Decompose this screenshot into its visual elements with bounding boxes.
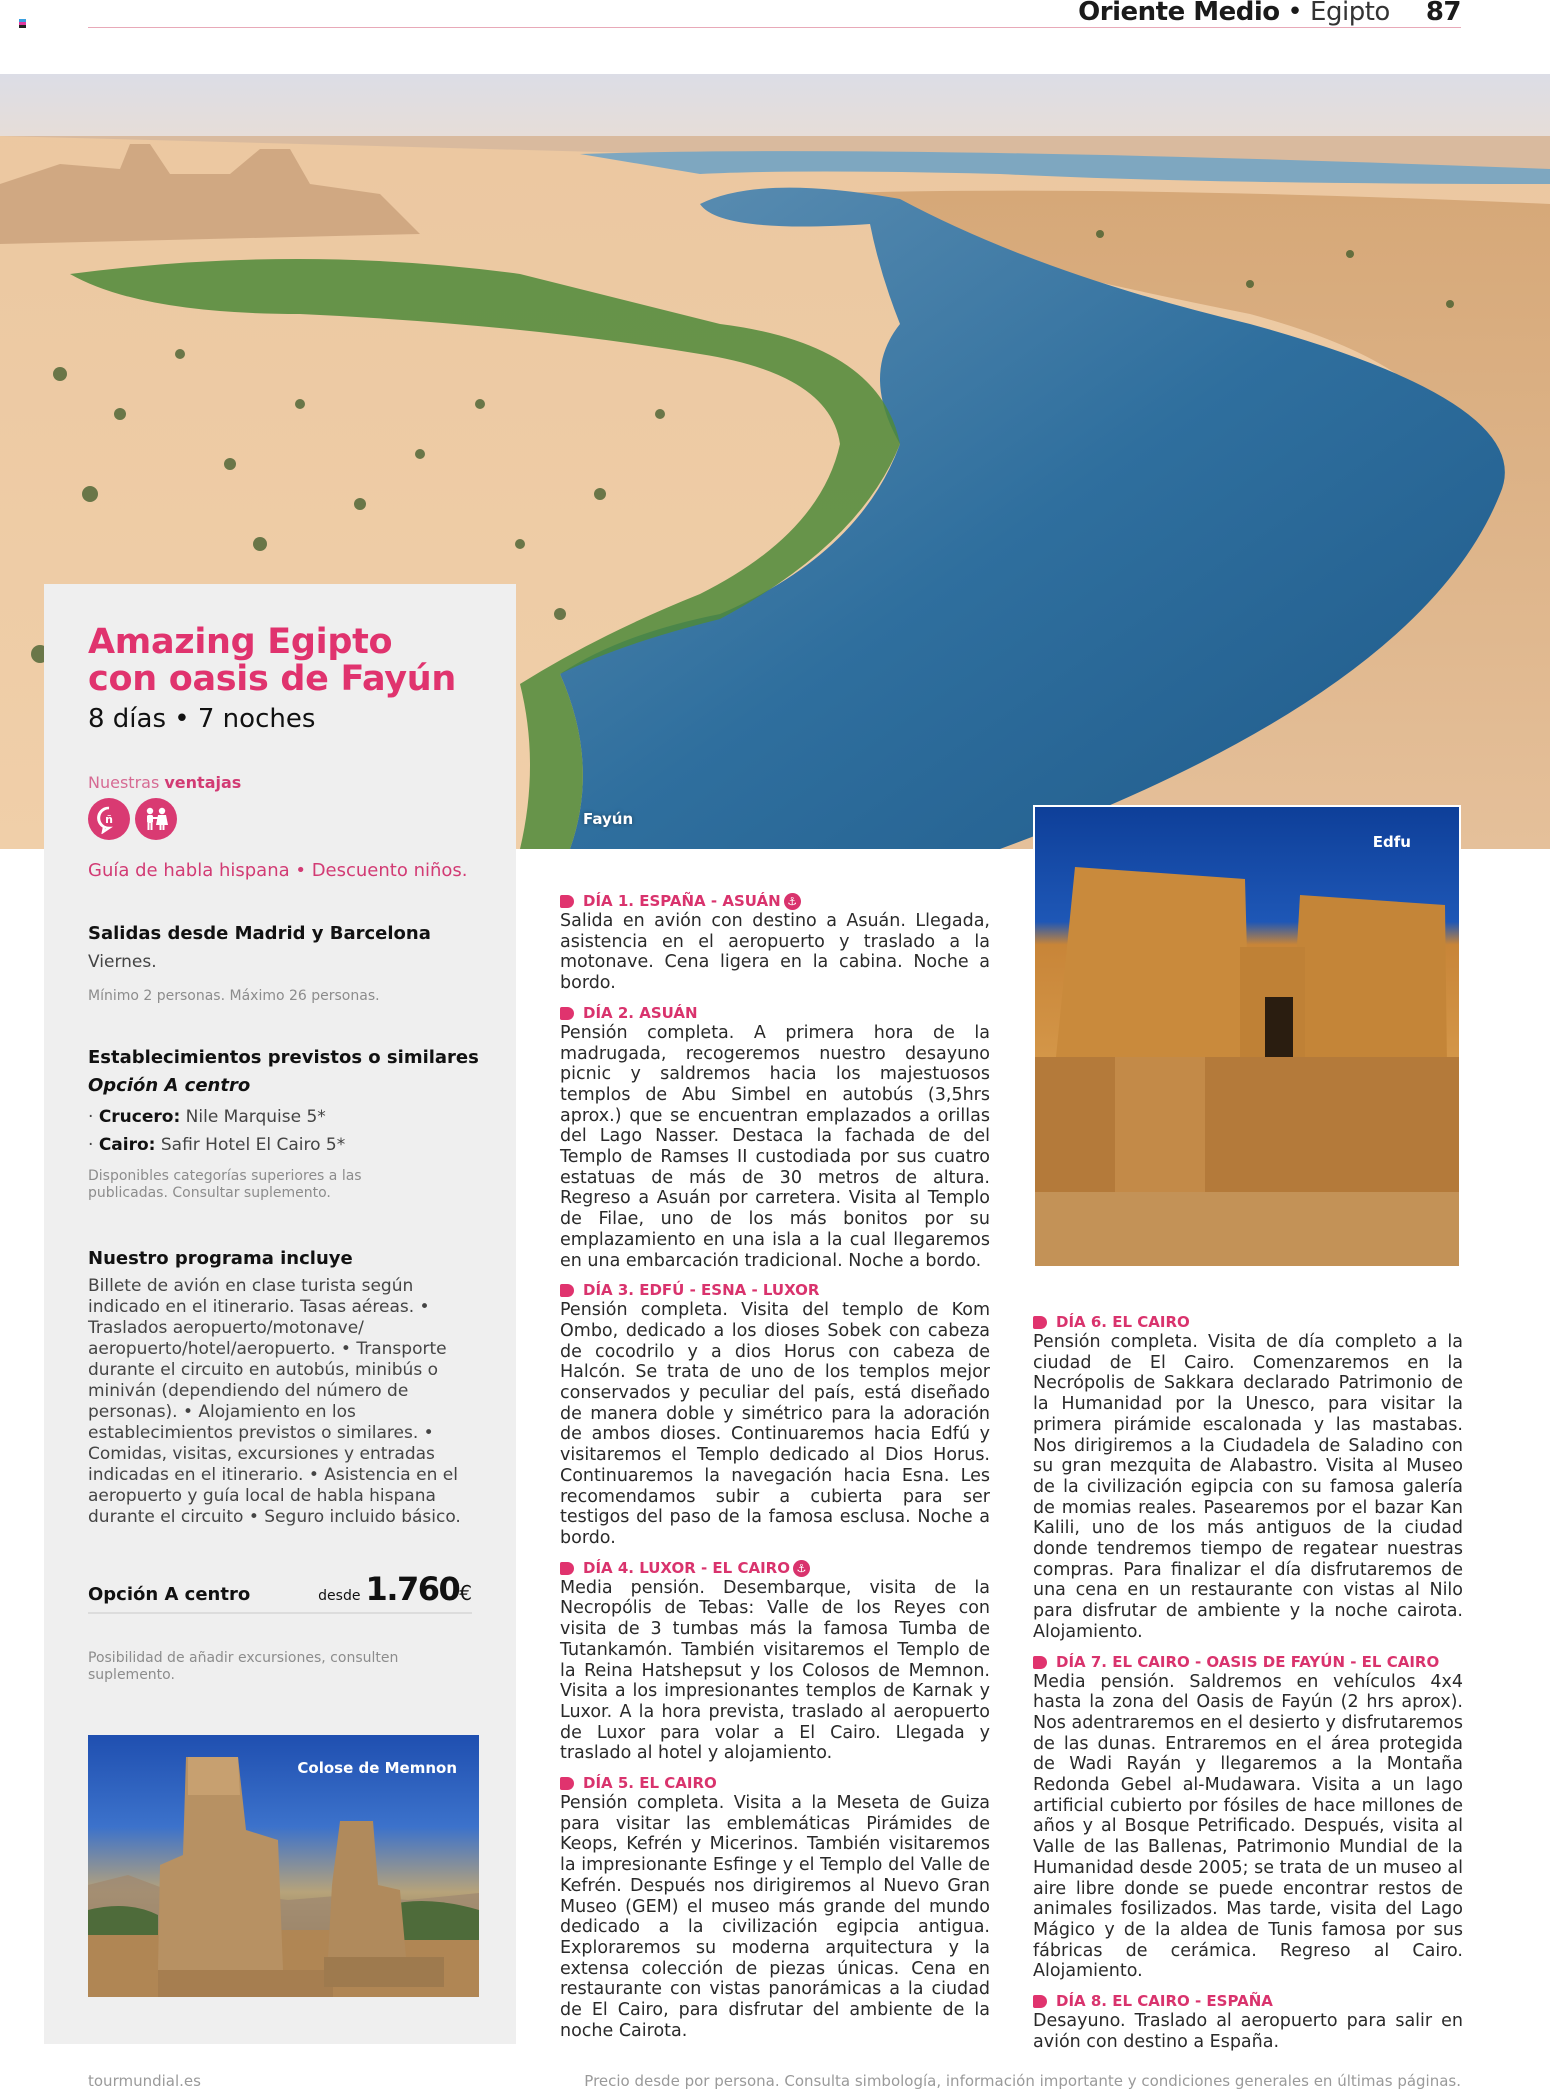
- footer-website[interactable]: tourmundial.es: [88, 2072, 201, 2090]
- day-title: DÍA 8. EL CAIRO - ESPAÑA: [1056, 1992, 1273, 2011]
- includes-heading: Nuestro programa incluye: [88, 1248, 353, 1269]
- accommodation-list: [88, 1103, 488, 1159]
- trip-title-line2: con oasis de Fayún: [88, 659, 457, 699]
- itinerary-day: [1033, 1313, 1463, 1643]
- itinerary-day: [560, 1774, 990, 2041]
- day-description: Pensión completa. Visita a la Meseta de Guiza para visitar las emblemáticas Pirámides de Keops, Kefrén y Micerinos. También visitaremos la impresionante Esfinge y el Templo del Valle de Kefrén. Después nos dirigiremos al Nuevo Gran Museo (GEM) el museo más grande del mundo dedicado a la civilización egipcia antigua. Exploraremos su moderna arquitectura y la extensa colección de piezas únicas. Cena en restaurante con vistas panorámicas a la ciudad de El Cairo, para disfrutar del ambiente de la noche Cairota.: [560, 1793, 990, 2041]
- header-separator: •: [1279, 0, 1311, 27]
- children-discount-icon: [135, 798, 177, 840]
- day-heading: [560, 1774, 990, 1793]
- itinerary-day: [560, 1004, 990, 1271]
- day-description: Pensión completa. Visita de día completo a la ciudad de El Cairo. Comenzaremos en la Necrópolis de Sakkara declarado Patrimonio de la Humanidad por la Unesco, para visitar la primera pirámide escalonada y las mastabas. Nos dirigiremos a la Ciudadela de Saladino con su gran mezquita de Alabastro. Visita al Museo de la civilización egipcia con su famosa galería de momias reales. Pasearemos por el bazar Kan Kalili, uno de los más antiguos de la ciudad donde tendremos tiempo de regatear nuestras compras. Para finalizar el día disfrutaremos de una cena en un restaurante con vistas al Nilo para disfrutar de ambiente y la noche cairota. Alojamiento.: [1033, 1332, 1463, 1642]
- day-title: DÍA 5. EL CAIRO: [583, 1774, 717, 1793]
- day-heading: [1033, 1992, 1463, 2011]
- departures-heading: Salidas desde Madrid y Barcelona: [88, 923, 431, 944]
- price-amount: 1.760: [365, 1570, 460, 1608]
- day-title: DÍA 1. ESPAÑA - ASUÁN: [583, 892, 781, 910]
- accommodation-option: Opción A centro: [88, 1075, 251, 1096]
- anchor-icon: ⚓: [784, 893, 801, 910]
- day-description: Media pensión. Saldremos en vehículos 4x4 hasta la zona del Oasis de Fayún (2 hrs aprox). Nos adentraremos en el desierto y disfrutaremos de las dunas. Entraremos en el área protegida de Wadi Rayán y llegaremos a la Montaña Redonda Gebel al-Mudawara. Visita a un lago artificial cubierto por fósiles de hace millones de años y al Bosque Petrificado. Después, visita al Valle de las Ballenas, Patrimonio Mundial de la Humanidad desde 2005; se trata de un museo al aire libre donde se puede encontrar restos de animales fosilizados. Mas tarde, visita del Lago Mágico y de la aldea de Tunis famosa por sus fábricas de cerámica. Regreso al Cairo. Alojamiento.: [1033, 1671, 1464, 1982]
- photo-colossi-of-memnon: [88, 1735, 479, 1997]
- edfu-temple-illustration: [1035, 807, 1461, 1268]
- day-bullet-icon: [1033, 1316, 1047, 1329]
- day-heading: [560, 1004, 990, 1023]
- day-bullet-icon: [560, 1284, 574, 1297]
- itinerary-day: [1033, 1653, 1463, 1983]
- accommodation-item: · Cairo: Safir Hotel El Cairo 5*: [88, 1135, 346, 1155]
- print-registration-mark: [19, 19, 26, 28]
- day-description: Desayuno. Traslado al aeropuerto para salir en avión con destino a España.: [1033, 2011, 1463, 2052]
- extra-excursions-note: Posibilidad de añadir excursiones, consulten suplemento.: [88, 1650, 399, 1683]
- day-heading: [1033, 1313, 1463, 1332]
- photo-caption-memnon: Colose de Memnon: [297, 1759, 457, 1777]
- day-description: Pensión completa. Visita del templo de Kom Ombo, dedicado a los dioses Sobek con cabeza de cocodrilo y a dios Horus con cabeza de Halcón. Se trata de uno de los templos mejor conservados y peculiar del país, está diseñado de manera doble y simétrico para la adoración de ambos dioses. Continuaremos hacia Edfú y visitaremos el Templo dedicado al Dios Horus. Continuaremos la navegación hacia Esna. Les recomendamos subir a cubierta para ser testigos del paso de la famosa esclusa. Noche a bordo.: [560, 1300, 990, 1548]
- price-desde: desde: [318, 1588, 361, 1604]
- anchor-icon: ⚓: [793, 1560, 810, 1577]
- day-bullet-icon: [1033, 1995, 1047, 2008]
- itinerary-day: [560, 1559, 990, 1764]
- group-size-note: Mínimo 2 personas. Máximo 26 personas.: [88, 988, 380, 1004]
- day-description: Salida en avión con destino a Asuán. Llegada, asistencia en el aeropuerto y traslado a la motonave. Cena ligera en la cabina. Noche a bordo.: [560, 911, 990, 994]
- header-region: Oriente Medio: [1078, 0, 1280, 27]
- spanish-guide-icon: [88, 798, 130, 840]
- day-bullet-icon: [560, 1007, 574, 1020]
- itinerary-day: [560, 892, 990, 994]
- trip-title-line1: Amazing Egipto: [88, 622, 393, 662]
- header-rule: [88, 27, 1461, 28]
- accommodation-item: · Crucero: Nile Marquise 5*: [88, 1107, 326, 1127]
- departures-days: Viernes.: [88, 952, 157, 972]
- day-bullet-icon: [1033, 1656, 1047, 1669]
- day-heading: [1033, 1653, 1463, 1672]
- advantages-icons: [88, 798, 488, 840]
- hero-photo-caption: Fayún: [583, 810, 634, 828]
- day-heading: [560, 1281, 990, 1300]
- itinerary-day: [560, 1281, 990, 1548]
- accommodation-heading: Establecimientos previstos o similares: [88, 1047, 479, 1068]
- itinerary-day: [1033, 1992, 1463, 2052]
- header-country: Egipto: [1310, 0, 1390, 27]
- photo-caption-edfu: Edfu: [1372, 833, 1411, 851]
- day-description: Pensión completa. A primera hora de la madrugada, recogeremos nuestro desayuno picnic y saldremos hacia los majestuosos templos de Abu Simbel en autobús (3,5hrs aprox.) que se encuentran emplazados a orillas del Lago Nasser. Destaca la fachada de del Templo de Ramses II custodiada por sus cuatro estatuas de más de 30 metros de altura. Regreso a Asuán por carretera. Visita al Templo de Filae, uno de los más bonitos por su emplazamiento en una isla a la cual llegaremos en una embarcación tradicional. Noche a bordo.: [560, 1022, 990, 1271]
- accommodation-item-value: Nile Marquise 5*: [185, 1107, 326, 1127]
- price-option-label: Opción A centro: [88, 1584, 251, 1605]
- advantages-label: [88, 773, 488, 792]
- price-value: [318, 1570, 472, 1608]
- day-title: DÍA 6. EL CAIRO: [1056, 1313, 1190, 1331]
- page-header: [1078, 0, 1461, 27]
- itinerary-column-right: [1033, 1313, 1463, 2063]
- day-title: DÍA 7. EL CAIRO - OASIS DE FAYÚN - EL CAIRO: [1056, 1652, 1440, 1671]
- svg-text:ñ: ñ: [105, 813, 113, 826]
- accommodation-item-label: Crucero:: [98, 1107, 181, 1127]
- day-title: DÍA 2. ASUÁN: [583, 1003, 698, 1022]
- trip-title: [88, 624, 488, 698]
- day-bullet-icon: [560, 1562, 574, 1575]
- day-bullet-icon: [560, 895, 574, 908]
- includes-text: Billete de avión en clase turista según indicado en el itinerario. Tasas aéreas. • Traslados aeropuerto/motonave/ aeropuerto/hotel/aeropuerto. • Transporte durante el circuito en autobús, minibús o miniván (dependiendo del número de personas). • Alojamiento en los establecimientos previstos o similares. • Comidas, visitas, excursiones y entradas indicadas en el itinerario. • Asistencia en el aeropuerto y guía local de habla hispana durante el circuito • Seguro incluido básico.: [88, 1276, 461, 1527]
- advantages-label-bold: ventajas: [164, 773, 242, 792]
- itinerary-column-middle: [560, 892, 990, 2051]
- day-heading: [560, 1559, 990, 1578]
- day-title: DÍA 4. LUXOR - EL CAIRO: [583, 1558, 790, 1577]
- price-row: [88, 1570, 472, 1614]
- page-number: 87: [1425, 0, 1461, 27]
- trip-duration: 8 días • 7 noches: [88, 704, 316, 734]
- day-bullet-icon: [560, 1777, 574, 1790]
- accommodation-note: Disponibles categorías superiores a las publicadas. Consultar suplemento.: [88, 1168, 362, 1201]
- accommodation-item-value: Safir Hotel El Cairo 5*: [160, 1135, 346, 1155]
- advantages-text: Guía de habla hispana • Descuento niños.: [88, 860, 468, 881]
- day-title: DÍA 3. EDFÚ - ESNA - LUXOR: [583, 1281, 820, 1300]
- accommodation-item-label: Cairo:: [98, 1135, 156, 1155]
- advantages-label-prefix: Nuestras: [88, 773, 165, 792]
- day-description: Media pensión. Desembarque, visita de la Necropólis de Tebas: Valle de los Reyes con visita de 3 tumbas más la famosa Tumba de Tutankamón. También visitaremos el Templo de la Reina Hatshepsut y los Colosos de Memnon. Visita a los impresionantes templos de Karnak y Luxor. A la hora prevista, traslado al aeropuerto de Luxor para volar a El Cairo. Llegada y traslado al hotel y alojamiento.: [560, 1577, 990, 1764]
- footer-disclaimer: Precio desde por persona. Consulta simbología, información importante y condiciones generales en últimas páginas.: [584, 2072, 1461, 2090]
- price-currency: €: [459, 1581, 472, 1605]
- photo-edfu-temple: [1033, 805, 1461, 1268]
- day-heading: [560, 892, 990, 911]
